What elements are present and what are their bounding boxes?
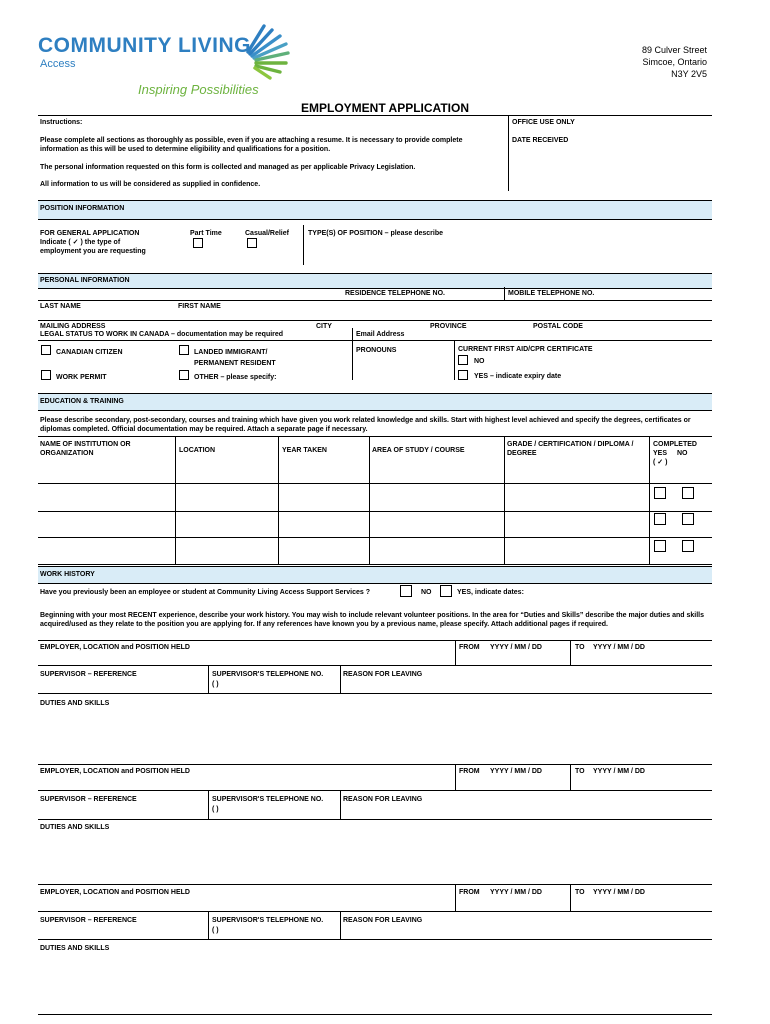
work-permit-checkbox[interactable] (41, 370, 51, 380)
instructions-label: Instructions: (40, 119, 83, 126)
first-aid-no-label: NO (474, 358, 485, 365)
section-education (38, 393, 712, 411)
canadian-citizen-checkbox[interactable] (41, 345, 51, 355)
duties-label: DUTIES AND SKILLS (40, 824, 110, 831)
duties-input-1[interactable] (40, 710, 708, 762)
prev-employee-label: Have you previously been an employee or student at Community Living Access Support Services ? (40, 589, 370, 596)
address-line: N3Y 2V5 (671, 69, 707, 79)
employer-label: EMPLOYER, LOCATION and POSITION HELD (40, 889, 190, 896)
address-line: Simcoe, Ontario (642, 57, 707, 67)
part-time-label: Part Time (190, 230, 222, 237)
permanent-resident-label: PERMANENT RESIDENT (194, 360, 276, 367)
sup-phone-parens: ( ) (212, 927, 219, 934)
sup-phone-label: SUPERVISOR'S TELEPHONE NO. (212, 671, 324, 678)
instructions-p2: The personal information requested on this form is collected and managed as per applicable Privacy Legislation. (40, 164, 416, 171)
prev-employee-yes-checkbox[interactable] (440, 585, 452, 597)
org-tagline: Inspiring Possibilities (138, 82, 259, 97)
work-description: Beginning with your most RECENT experience, describe your work history. You may wish to include relevant volunteer positions. In the area for “Duties and Skills” describe the major duties and skills acquired/used as they relate to the position you are applying for. If any references have known you by a previous name, please specify. Attach additional pages if required. (40, 612, 704, 628)
personal-header: PERSONAL INFORMATION (40, 277, 130, 284)
form-title: EMPLOYMENT APPLICATION (301, 101, 469, 115)
other-status-label: OTHER – please specify: (194, 374, 277, 381)
edu-row1-yes-checkbox[interactable] (654, 487, 666, 499)
col-area: AREA OF STUDY / COURSE (372, 447, 465, 454)
edu-row3-no-checkbox[interactable] (682, 540, 694, 552)
logo (38, 22, 298, 98)
duties-input-3[interactable] (40, 956, 708, 1008)
canadian-citizen-label: CANADIAN CITIZEN (56, 349, 123, 356)
reason-label: REASON FOR LEAVING (343, 796, 423, 803)
col-completed-check: ( ✓ ) (653, 459, 668, 466)
to-label: TO (575, 644, 585, 651)
edu-row1-no-checkbox[interactable] (682, 487, 694, 499)
section-personal (38, 273, 712, 289)
legal-status-label: LEGAL STATUS TO WORK IN CANADA – documentation may be required (40, 331, 284, 338)
org-subname: Access (40, 58, 76, 70)
part-time-checkbox[interactable] (193, 238, 203, 248)
duties-input-2[interactable] (40, 834, 708, 882)
other-status-checkbox[interactable] (179, 370, 189, 380)
supervisor-label: SUPERVISOR – REFERENCE (40, 796, 137, 803)
prev-employee-no-label: NO (421, 589, 432, 596)
first-aid-yes-label: YES – indicate expiry date (474, 373, 562, 380)
instructions-p3: All information to us will be considered as supplied in confidence. (40, 181, 261, 188)
instructions-p1: Please complete all sections as thoroughly as possible, even if you are attaching a resume. It is necessary to provide complete information as this will be used to determine eligibility and qualifications for a position. (40, 137, 463, 153)
org-name: COMMUNITY LIVING (38, 34, 251, 57)
first-name-label: FIRST NAME (178, 303, 221, 310)
col-years: YEAR TAKEN (282, 447, 327, 454)
from-label: FROM (459, 889, 480, 896)
sup-phone-label: SUPERVISOR'S TELEPHONE NO. (212, 917, 324, 924)
first-aid-no-checkbox[interactable] (458, 355, 468, 365)
first-aid-yes-checkbox[interactable] (458, 370, 468, 380)
edu-row2-yes-checkbox[interactable] (654, 513, 666, 525)
col-location: LOCATION (179, 447, 216, 454)
from-date-format: YYYY / MM / DD (490, 889, 542, 896)
to-date-format: YYYY / MM / DD (593, 768, 645, 775)
col-institution: NAME OF INSTITUTION OR ORGANIZATION (40, 441, 131, 457)
first-aid-label: CURRENT FIRST AID/CPR CERTIFICATE (458, 346, 593, 353)
casual-label: Casual/Relief (245, 230, 289, 237)
mailing-address-label: MAILING ADDRESS (40, 323, 106, 330)
education-header: EDUCATION & TRAINING (40, 398, 124, 405)
section-position (38, 200, 712, 220)
province-label: PROVINCE (430, 323, 467, 330)
landed-immigrant-checkbox[interactable] (179, 345, 189, 355)
work-permit-label: WORK PERMIT (56, 374, 107, 381)
supervisor-label: SUPERVISOR – REFERENCE (40, 671, 137, 678)
edu-row2-no-checkbox[interactable] (682, 513, 694, 525)
sup-phone-parens: ( ) (212, 681, 219, 688)
date-received-label: DATE RECEIVED (512, 137, 569, 144)
col-completed-no: NO (677, 450, 688, 457)
col-grade: GRADE / CERTIFICATION / DIPLOMA / DEGREE (507, 441, 634, 457)
supervisor-label: SUPERVISOR – REFERENCE (40, 917, 137, 924)
sup-phone-label: SUPERVISOR'S TELEPHONE NO. (212, 796, 324, 803)
to-label: TO (575, 768, 585, 775)
last-name-label: LAST NAME (40, 303, 81, 310)
edu-row3-yes-checkbox[interactable] (654, 540, 666, 552)
pronouns-label: PRONOUNS (356, 347, 397, 354)
to-label: TO (575, 889, 585, 896)
from-label: FROM (459, 644, 480, 651)
residence-phone-label: RESIDENCE TELEPHONE NO. (345, 290, 445, 297)
position-types-input[interactable] (308, 242, 708, 258)
mobile-phone-label: MOBILE TELEPHONE NO. (508, 290, 595, 297)
city-label: CITY (316, 323, 332, 330)
general-application-label: FOR GENERAL APPLICATION Indicate ( ✓ ) the type of employment you are requesting (40, 230, 146, 255)
from-date-format: YYYY / MM / DD (490, 768, 542, 775)
education-description: Please describe secondary, post-secondary, courses and training which have given you work related knowledge and skills. Start with highest level achieved and specify the degrees, certificates or diplomas completed. Official documentation may be required. Attach a separate page if necessary. (40, 417, 691, 433)
to-date-format: YYYY / MM / DD (593, 644, 645, 651)
reason-label: REASON FOR LEAVING (343, 917, 423, 924)
duties-label: DUTIES AND SKILLS (40, 945, 110, 952)
duties-label: DUTIES AND SKILLS (40, 700, 110, 707)
sup-phone-parens: ( ) (212, 806, 219, 813)
prev-employee-no-checkbox[interactable] (400, 585, 412, 597)
employer-label: EMPLOYER, LOCATION and POSITION HELD (40, 768, 190, 775)
from-date-format: YYYY / MM / DD (490, 644, 542, 651)
to-date-format: YYYY / MM / DD (593, 889, 645, 896)
section-work (38, 566, 712, 584)
reason-label: REASON FOR LEAVING (343, 671, 423, 678)
landed-immigrant-label: LANDED IMMIGRANT/ (194, 349, 268, 356)
col-completed-yes: YES (653, 450, 668, 457)
col-completed: COMPLETED (653, 441, 697, 448)
position-header: POSITION INFORMATION (40, 205, 125, 212)
address-line: 89 Culver Street (641, 45, 707, 55)
position-types-label: TYPE(S) OF POSITION – please describe (308, 230, 443, 237)
casual-checkbox[interactable] (247, 238, 257, 248)
postal-code-label: POSTAL CODE (533, 323, 583, 330)
work-header: WORK HISTORY (40, 571, 95, 578)
prev-employee-yes-label: YES, indicate dates: (457, 589, 524, 596)
office-use-label: OFFICE USE ONLY (512, 119, 575, 126)
org-address (642, 44, 707, 80)
employer-label: EMPLOYER, LOCATION and POSITION HELD (40, 644, 190, 651)
from-label: FROM (459, 768, 480, 775)
email-label: Email Address (356, 331, 405, 338)
